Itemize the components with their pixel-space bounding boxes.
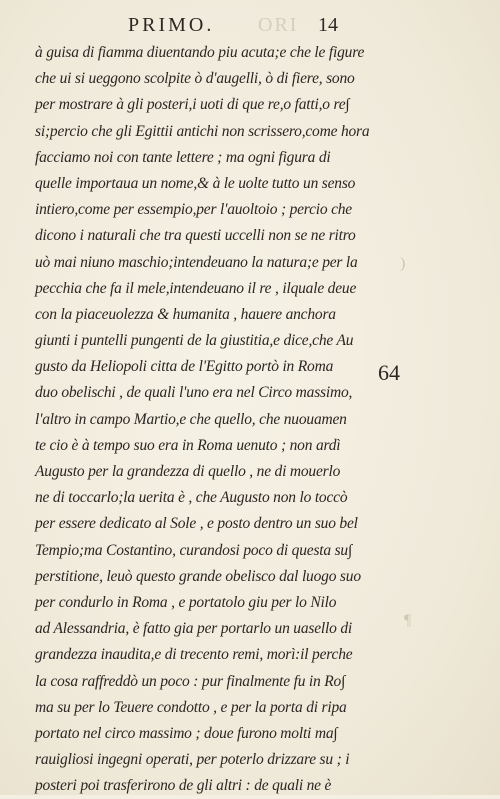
text-line: facciamo noi con tante lettere ; ma ogni figura di [35, 148, 331, 166]
text-line: ad Alessandria, è fatto gia per portarlo un uasello di [35, 620, 353, 638]
text-line: posteri poi trasferirono de gli altri : de quali ne è [35, 777, 332, 795]
text-line: la cosa raffreddò un poco : pur finalmente fu in Ro∫ [35, 672, 346, 690]
text-line: pecchia che fa il mele,intendeuano il re , ilquale deue [35, 279, 357, 297]
bleed-through-mark: ) [400, 255, 406, 272]
text-line: Augusto per la grandezza di quello , ne di mouerlo [35, 463, 341, 480]
text-line: Tempio;ma Costantino, curandosi poco di questa su∫ [35, 541, 353, 559]
text-line: gusto da Heliopoli citta de l'Egitto portò in Roma [35, 358, 334, 376]
text-line: con la piaceuolezza & humanita , hauere anchora [35, 305, 336, 323]
text-line: intiero,come per essempio,per l'auoltoio ; percio che [35, 201, 352, 219]
text-line: grandezza inaudita,e di trecento remi, morì:il perche [35, 646, 353, 664]
text-line: per mostrare à gli posteri,i uoti di que re,o fatti,o re∫ [35, 96, 350, 114]
running-head: PRIMO. [128, 14, 215, 36]
bleed-through-text: ORI [258, 14, 299, 36]
text-line: si;percio che gli Egittii antichi non scrissero,come hora [35, 122, 370, 140]
text-line: ne di toccarlo;la uerita è , che Augusto non lo toccò [35, 489, 348, 507]
body-text [35, 40, 375, 799]
text-line: uò mai niuno maschio;intendeuano la natura;e per la [35, 253, 358, 271]
text-line: portato nel circo massimo ; doue furono molti ma∫ [35, 724, 338, 742]
text-line: dicono i naturali che tra questi uccelli non se ne ritro [35, 227, 356, 245]
text-line: duo obelischi , de quali l'uno era nel Circo massimo, [35, 384, 353, 402]
page-header [0, 14, 500, 40]
text-line: giunti i puntelli pungenti de la giustitia,e dice,che Au [35, 332, 354, 350]
bleed-through-mark: ¶ [404, 612, 412, 629]
text-line: à guisa di fiamma diuentando piu acuta;e che le figure [35, 44, 365, 61]
text-line: per condurlo in Roma , e portatolo giu per lo Nilo [35, 593, 337, 611]
text-line: perstitione, leuò questo grande obelisco dal luogo suo [35, 567, 361, 585]
text-line: ma su per lo Teuere condotto , e per la porta di ripa [35, 698, 347, 716]
page-number: 14 [318, 14, 338, 36]
text-line: quelle importaua un nome,& à le uolte tutto un senso [35, 174, 356, 192]
text-line: per essere dedicato al Sole , e posto dentro un suo bel [35, 515, 358, 533]
margin-annotation: 64 [378, 360, 400, 385]
text-line: te cio è à tempo suo era in Roma uenuto ; non ardì [35, 436, 341, 454]
text-line: l'altro in campo Martio,e che quello, che nuouamen [35, 410, 347, 428]
text-line: rauigliosi ingegni operati, per poterlo drizzare su ; i [35, 751, 350, 769]
text-line: che ui si ueggono scolpite ò d'augelli, ò di fiere, sono [35, 70, 355, 88]
